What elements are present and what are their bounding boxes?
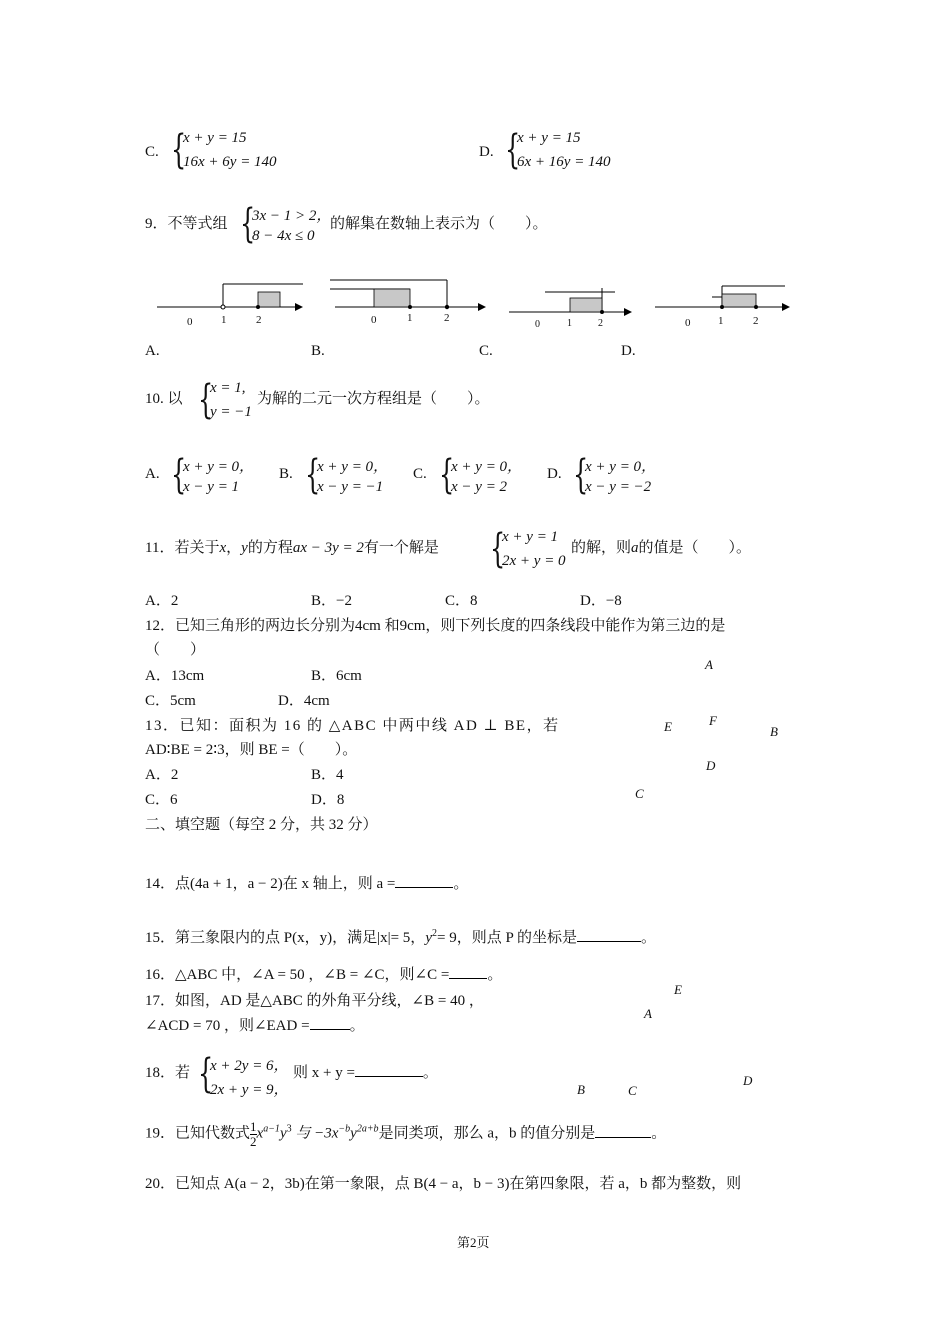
q10-option-d-label: D. <box>547 466 562 482</box>
q10-suffix: 为解的二元一次方程组是（ ）。 <box>257 391 490 407</box>
figure-label: C <box>628 1083 637 1098</box>
q12-option-b: B．6cm <box>311 668 362 684</box>
figure-label: B <box>770 724 778 739</box>
q11-option-d: D．−8 <box>580 593 622 609</box>
answer-blank[interactable] <box>449 978 487 979</box>
figure-label: E <box>674 982 682 997</box>
answer-blank[interactable] <box>595 1137 651 1138</box>
q12-text: 12．已知三角形的两边长分别为4cm 和9cm，则下列长度的四条线段中能作为第三边的是 <box>145 618 726 634</box>
q16: 16．△ABC 中，∠A = 50 ，∠B = ∠C，则∠C = 。 <box>145 967 503 983</box>
figure-label: E <box>664 719 672 734</box>
q9-suffix: 的解集在数轴上表示为（ ）。 <box>330 216 548 232</box>
answer-blank[interactable] <box>395 887 453 888</box>
q18-answer: 则 x + y = 。 <box>293 1065 438 1081</box>
tick-label: 2 <box>753 315 759 327</box>
q20-text: 20．已知点 A(a − 2，3b)在第一象限，点 B(4 − a，b − 3)在第四象限，若 a，b 都为整数，则 <box>145 1176 742 1192</box>
tick-label: 1 <box>718 315 724 327</box>
figure-label: F <box>709 713 717 728</box>
q9-option-b: B. <box>311 343 325 359</box>
brace-icon: { <box>490 526 506 572</box>
q14: 14．点(4a + 1，a − 2)在 x 轴上，则 a = 。 <box>145 876 469 892</box>
tick-label: 0 <box>371 314 377 326</box>
q9-prefix: 9．不等式组 <box>145 216 228 232</box>
q15: 15．第三象限内的点 P(x，y)，满足|x|= 5，$y^2= 9$，则点 P 的坐标是 。 <box>145 928 656 946</box>
q8-option-d-label: D. <box>479 144 494 160</box>
q10-prefix: 10. 以 <box>145 391 183 407</box>
q13-option-c: C．6 <box>145 792 178 808</box>
brace-icon: { <box>171 127 187 173</box>
tick-label: 2 <box>444 312 450 324</box>
answer-blank[interactable] <box>310 1029 350 1030</box>
q11-text: 11．若关于x，y的方程ax − 3y = 2有一个解是 <box>145 540 439 556</box>
q13-option-b: B．4 <box>311 767 344 783</box>
q18-prefix: 18．若 <box>145 1065 191 1081</box>
q17-line1: 17．如图，AD 是△ABC 的外角平分线，∠B = 40 ， <box>145 993 484 1009</box>
q9-option-c: C. <box>479 343 493 359</box>
q10-option-a-label: A. <box>145 466 160 482</box>
brace-icon: { <box>198 377 214 423</box>
q19: 19．已知代数式 $\frac{1}{2}$ $x^{a-1}y^3$ 与 $-3x^{-b}y^{2a+b}$是同类项，那么 a，b 的值分别是 。 <box>145 1119 667 1149</box>
number-line-b <box>330 280 486 311</box>
q12-option-d: D．4cm <box>278 693 330 709</box>
tick-label: 0 <box>685 317 691 329</box>
brace-icon: { <box>505 127 521 173</box>
brace-icon: { <box>439 452 455 498</box>
q11-text-end: 的解，则a的值是（ ）。 <box>571 540 752 556</box>
number-line-a <box>157 284 303 311</box>
q13-option-a: A．2 <box>145 767 179 783</box>
section-heading: 二、填空题（每空 2 分，共 32 分） <box>145 817 378 833</box>
brace-icon: { <box>171 452 187 498</box>
q12-paren: （ ） <box>145 642 206 658</box>
q11-option-b: B．−2 <box>311 593 352 609</box>
q12-option-a: A．13cm <box>145 668 205 684</box>
q12-option-c: C．5cm <box>145 693 196 709</box>
q9-number-lines <box>0 270 950 340</box>
q10-option-b-label: B. <box>279 466 293 482</box>
tick-label: 0 <box>535 319 540 330</box>
q11-option-c: C．8 <box>445 593 478 609</box>
figure-label: A <box>705 657 713 672</box>
figure-label: B <box>577 1082 585 1097</box>
tick-label: 1 <box>407 312 413 324</box>
q11-option-a: A．2 <box>145 593 179 609</box>
q9-option-a: A. <box>145 343 160 359</box>
figure-label: A <box>644 1006 652 1021</box>
figure-label: C <box>635 786 644 801</box>
brace-icon: { <box>305 452 321 498</box>
tick-label: 1 <box>567 318 572 329</box>
q10-option-c-label: C. <box>413 466 427 482</box>
answer-blank[interactable] <box>355 1076 423 1077</box>
brace-icon: { <box>573 452 589 498</box>
q17-line2: ∠ACD = 70 ，则∠EAD = 。 <box>145 1018 365 1034</box>
figure-label: D <box>743 1073 753 1088</box>
q8-option-c-label: C. <box>145 144 159 160</box>
q9-option-d: D. <box>621 343 636 359</box>
tick-label: 2 <box>256 314 262 326</box>
q13-line1: 13．已知：面积为 16 的 △ABC 中两中线 AD ⊥ BE，若 <box>145 718 560 734</box>
tick-label: 2 <box>598 318 603 329</box>
tick-label: 1 <box>221 314 227 326</box>
answer-blank[interactable] <box>577 941 641 942</box>
q13-option-d: D．8 <box>311 792 345 808</box>
q13-line2: AD∶BE = 2∶3，则 BE =（ ）。 <box>145 742 358 758</box>
number-line-c <box>509 288 632 316</box>
brace-icon: { <box>240 201 256 247</box>
number-line-d <box>655 286 790 311</box>
fraction: $\frac{1}{2}$ <box>250 1119 257 1149</box>
page-number: 第2页 <box>457 1235 490 1250</box>
brace-icon: { <box>198 1051 214 1097</box>
figure-label: D <box>706 758 716 773</box>
tick-label: 0 <box>187 316 193 328</box>
